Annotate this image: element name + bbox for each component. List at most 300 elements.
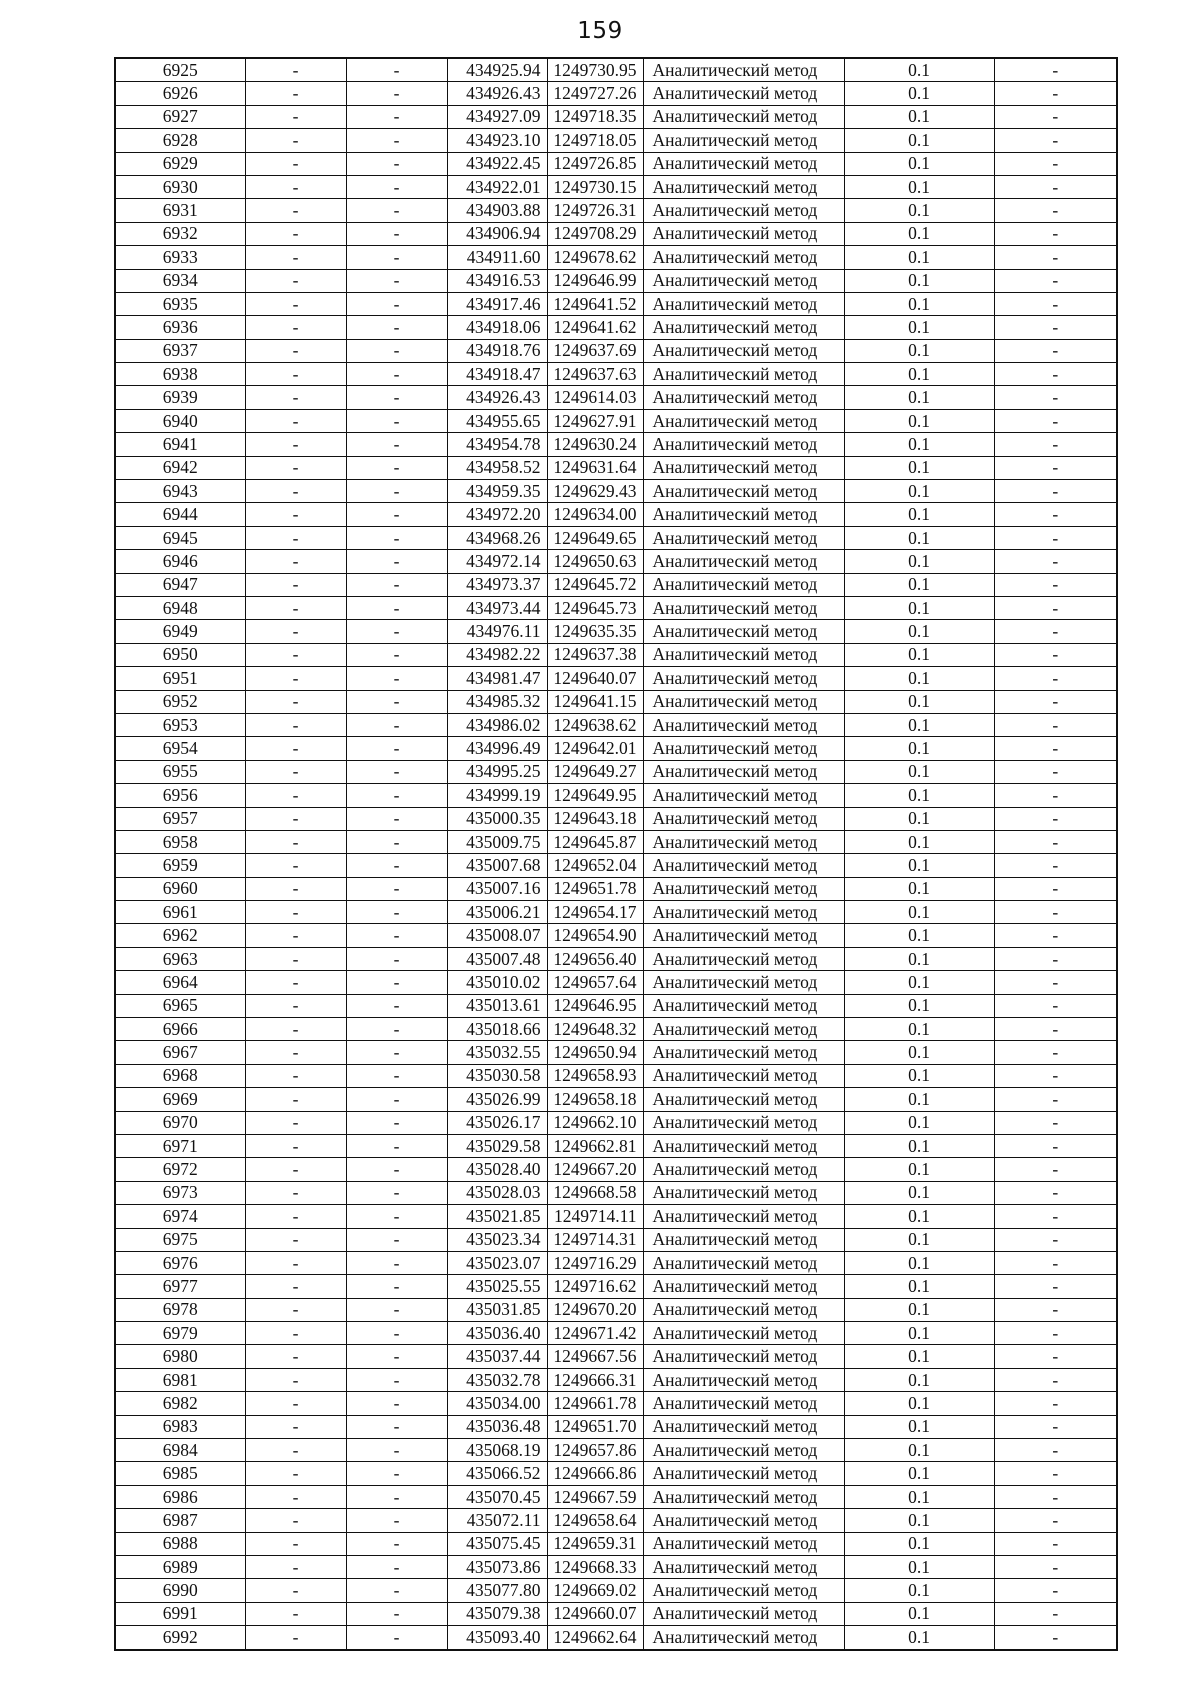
accuracy: 0.1 [844,643,994,666]
accuracy: 0.1 [844,1392,994,1415]
empty-cell: - [346,690,447,713]
empty-cell: - [994,503,1117,526]
empty-cell: - [994,339,1117,362]
empty-cell: - [994,784,1117,807]
table-row [115,339,1117,362]
empty-cell: - [245,1345,346,1368]
empty-cell: - [994,82,1117,105]
table-body [115,58,1117,1650]
empty-cell: - [994,1088,1117,1111]
empty-cell: - [245,480,346,503]
empty-cell: - [245,877,346,900]
y-coordinate: 1249716.29 [547,1251,643,1274]
empty-cell: - [346,1158,447,1181]
table-row [115,1392,1117,1415]
empty-cell: - [245,760,346,783]
empty-cell: - [245,409,346,432]
x-coordinate: 434976.11 [447,620,547,643]
y-coordinate: 1249662.64 [547,1626,643,1650]
y-coordinate: 1249642.01 [547,737,643,760]
accuracy: 0.1 [844,713,994,736]
accuracy: 0.1 [844,1626,994,1650]
accuracy: 0.1 [844,620,994,643]
x-coordinate: 435037.44 [447,1345,547,1368]
y-coordinate: 1249658.18 [547,1088,643,1111]
empty-cell: - [994,409,1117,432]
point-number: 6991 [115,1602,245,1625]
table-row [115,1345,1117,1368]
table-row [115,433,1117,456]
method: Аналитический метод [643,1368,844,1391]
y-coordinate: 1249651.70 [547,1415,643,1438]
point-number: 6981 [115,1368,245,1391]
accuracy: 0.1 [844,1205,994,1228]
empty-cell: - [346,199,447,222]
x-coordinate: 434996.49 [447,737,547,760]
accuracy: 0.1 [844,1602,994,1625]
empty-cell: - [346,409,447,432]
method: Аналитический метод [643,409,844,432]
method: Аналитический метод [643,1205,844,1228]
method: Аналитический метод [643,1088,844,1111]
empty-cell: - [245,1275,346,1298]
empty-cell: - [994,901,1117,924]
table-row [115,1602,1117,1625]
point-number: 6969 [115,1088,245,1111]
table-row [115,199,1117,222]
method: Аналитический метод [643,503,844,526]
y-coordinate: 1249649.95 [547,784,643,807]
empty-cell: - [245,924,346,947]
method: Аналитический метод [643,456,844,479]
point-number: 6984 [115,1439,245,1462]
table-row [115,1134,1117,1157]
y-coordinate: 1249645.72 [547,573,643,596]
y-coordinate: 1249649.27 [547,760,643,783]
empty-cell: - [346,339,447,362]
empty-cell: - [994,1322,1117,1345]
method: Аналитический метод [643,877,844,900]
empty-cell: - [245,1602,346,1625]
method: Аналитический метод [643,1298,844,1321]
accuracy: 0.1 [844,667,994,690]
point-number: 6952 [115,690,245,713]
table-row [115,1041,1117,1064]
method: Аналитический метод [643,1345,844,1368]
x-coordinate: 434918.76 [447,339,547,362]
accuracy: 0.1 [844,526,994,549]
x-coordinate: 435018.66 [447,1018,547,1041]
x-coordinate: 434972.14 [447,550,547,573]
method: Аналитический метод [643,784,844,807]
x-coordinate: 434922.45 [447,152,547,175]
empty-cell: - [346,1275,447,1298]
x-coordinate: 434916.53 [447,269,547,292]
y-coordinate: 1249631.64 [547,456,643,479]
page-number: 159 [577,18,623,44]
method: Аналитический метод [643,947,844,970]
table-row [115,1064,1117,1087]
point-number: 6977 [115,1275,245,1298]
method: Аналитический метод [643,386,844,409]
point-number: 6939 [115,386,245,409]
empty-cell: - [245,971,346,994]
empty-cell: - [994,433,1117,456]
accuracy: 0.1 [844,292,994,315]
empty-cell: - [245,901,346,924]
x-coordinate: 434981.47 [447,667,547,690]
point-number: 6957 [115,807,245,830]
y-coordinate: 1249649.65 [547,526,643,549]
table-row [115,316,1117,339]
y-coordinate: 1249641.15 [547,690,643,713]
point-number: 6986 [115,1485,245,1508]
point-number: 6948 [115,596,245,619]
point-number: 6990 [115,1579,245,1602]
y-coordinate: 1249667.56 [547,1345,643,1368]
accuracy: 0.1 [844,222,994,245]
accuracy: 0.1 [844,246,994,269]
x-coordinate: 434973.44 [447,596,547,619]
empty-cell: - [346,713,447,736]
empty-cell: - [994,830,1117,853]
x-coordinate: 435034.00 [447,1392,547,1415]
method: Аналитический метод [643,1626,844,1650]
accuracy: 0.1 [844,1556,994,1579]
method: Аналитический метод [643,620,844,643]
x-coordinate: 435000.35 [447,807,547,830]
accuracy: 0.1 [844,737,994,760]
empty-cell: - [245,994,346,1017]
table-row [115,1088,1117,1111]
empty-cell: - [994,1439,1117,1462]
empty-cell: - [994,363,1117,386]
empty-cell: - [245,82,346,105]
x-coordinate: 434986.02 [447,713,547,736]
accuracy: 0.1 [844,1532,994,1555]
empty-cell: - [245,1509,346,1532]
x-coordinate: 434955.65 [447,409,547,432]
method: Аналитический метод [643,901,844,924]
y-coordinate: 1249654.90 [547,924,643,947]
accuracy: 0.1 [844,58,994,82]
empty-cell: - [245,1251,346,1274]
empty-cell: - [346,526,447,549]
method: Аналитический метод [643,222,844,245]
accuracy: 0.1 [844,409,994,432]
x-coordinate: 434922.01 [447,175,547,198]
x-coordinate: 434968.26 [447,526,547,549]
x-coordinate: 434926.43 [447,82,547,105]
method: Аналитический метод [643,994,844,1017]
accuracy: 0.1 [844,129,994,152]
table-row [115,620,1117,643]
accuracy: 0.1 [844,1275,994,1298]
y-coordinate: 1249670.20 [547,1298,643,1321]
point-number: 6940 [115,409,245,432]
empty-cell: - [994,1415,1117,1438]
empty-cell: - [994,760,1117,783]
method: Аналитический метод [643,1532,844,1555]
x-coordinate: 435028.03 [447,1181,547,1204]
accuracy: 0.1 [844,1088,994,1111]
y-coordinate: 1249662.10 [547,1111,643,1134]
table-row [115,129,1117,152]
y-coordinate: 1249718.35 [547,105,643,128]
point-number: 6966 [115,1018,245,1041]
point-number: 6965 [115,994,245,1017]
point-number: 6944 [115,503,245,526]
empty-cell: - [346,667,447,690]
table-row [115,1415,1117,1438]
accuracy: 0.1 [844,550,994,573]
empty-cell: - [346,1251,447,1274]
point-number: 6935 [115,292,245,315]
method: Аналитический метод [643,58,844,82]
table-row [115,760,1117,783]
table-row [115,82,1117,105]
table-row [115,1532,1117,1555]
empty-cell: - [994,526,1117,549]
x-coordinate: 435023.07 [447,1251,547,1274]
y-coordinate: 1249659.31 [547,1532,643,1555]
method: Аналитический метод [643,82,844,105]
point-number: 6934 [115,269,245,292]
empty-cell: - [245,1134,346,1157]
x-coordinate: 435070.45 [447,1485,547,1508]
point-number: 6972 [115,1158,245,1181]
point-number: 6953 [115,713,245,736]
method: Аналитический метод [643,1509,844,1532]
empty-cell: - [346,877,447,900]
empty-cell: - [346,152,447,175]
empty-cell: - [346,854,447,877]
accuracy: 0.1 [844,456,994,479]
method: Аналитический метод [643,1251,844,1274]
y-coordinate: 1249657.86 [547,1439,643,1462]
method: Аналитический метод [643,1602,844,1625]
method: Аналитический метод [643,1134,844,1157]
method: Аналитический метод [643,924,844,947]
empty-cell: - [346,503,447,526]
method: Аналитический метод [643,1228,844,1251]
point-number: 6982 [115,1392,245,1415]
empty-cell: - [994,199,1117,222]
table-row [115,877,1117,900]
empty-cell: - [994,690,1117,713]
x-coordinate: 434958.52 [447,456,547,479]
empty-cell: - [994,1158,1117,1181]
empty-cell: - [994,1556,1117,1579]
empty-cell: - [994,1532,1117,1555]
y-coordinate: 1249726.31 [547,199,643,222]
y-coordinate: 1249658.93 [547,1064,643,1087]
accuracy: 0.1 [844,175,994,198]
empty-cell: - [245,573,346,596]
table-row [115,1018,1117,1041]
y-coordinate: 1249726.85 [547,152,643,175]
empty-cell: - [245,1556,346,1579]
point-number: 6960 [115,877,245,900]
x-coordinate: 434917.46 [447,292,547,315]
empty-cell: - [346,1064,447,1087]
table-row [115,1298,1117,1321]
method: Аналитический метод [643,292,844,315]
table-row [115,1322,1117,1345]
empty-cell: - [346,292,447,315]
x-coordinate: 435026.99 [447,1088,547,1111]
accuracy: 0.1 [844,1158,994,1181]
point-number: 6963 [115,947,245,970]
accuracy: 0.1 [844,339,994,362]
empty-cell: - [994,1041,1117,1064]
empty-cell: - [346,924,447,947]
y-coordinate: 1249648.32 [547,1018,643,1041]
point-number: 6928 [115,129,245,152]
table-row [115,222,1117,245]
y-coordinate: 1249634.00 [547,503,643,526]
accuracy: 0.1 [844,316,994,339]
table-row [115,830,1117,853]
accuracy: 0.1 [844,503,994,526]
point-number: 6970 [115,1111,245,1134]
method: Аналитический метод [643,526,844,549]
empty-cell: - [346,1532,447,1555]
table-row [115,1579,1117,1602]
accuracy: 0.1 [844,690,994,713]
empty-cell: - [346,1322,447,1345]
y-coordinate: 1249716.62 [547,1275,643,1298]
y-coordinate: 1249730.15 [547,175,643,198]
empty-cell: - [994,1462,1117,1485]
empty-cell: - [994,480,1117,503]
accuracy: 0.1 [844,573,994,596]
method: Аналитический метод [643,246,844,269]
empty-cell: - [245,713,346,736]
empty-cell: - [245,222,346,245]
method: Аналитический метод [643,830,844,853]
y-coordinate: 1249714.31 [547,1228,643,1251]
y-coordinate: 1249627.91 [547,409,643,432]
accuracy: 0.1 [844,1298,994,1321]
point-number: 6959 [115,854,245,877]
empty-cell: - [245,152,346,175]
empty-cell: - [245,854,346,877]
point-number: 6968 [115,1064,245,1087]
empty-cell: - [994,994,1117,1017]
empty-cell: - [245,339,346,362]
empty-cell: - [994,456,1117,479]
empty-cell: - [994,620,1117,643]
y-coordinate: 1249678.62 [547,246,643,269]
point-number: 6943 [115,480,245,503]
y-coordinate: 1249629.43 [547,480,643,503]
empty-cell: - [346,1439,447,1462]
point-number: 6930 [115,175,245,198]
point-number: 6971 [115,1134,245,1157]
empty-cell: - [994,550,1117,573]
accuracy: 0.1 [844,1181,994,1204]
accuracy: 0.1 [844,1509,994,1532]
accuracy: 0.1 [844,105,994,128]
y-coordinate: 1249656.40 [547,947,643,970]
y-coordinate: 1249667.59 [547,1485,643,1508]
empty-cell: - [346,620,447,643]
y-coordinate: 1249667.20 [547,1158,643,1181]
y-coordinate: 1249641.62 [547,316,643,339]
empty-cell: - [245,433,346,456]
point-number: 6980 [115,1345,245,1368]
empty-cell: - [994,292,1117,315]
y-coordinate: 1249645.73 [547,596,643,619]
point-number: 6974 [115,1205,245,1228]
table-row [115,175,1117,198]
empty-cell: - [994,1298,1117,1321]
y-coordinate: 1249660.07 [547,1602,643,1625]
table-row [115,1158,1117,1181]
x-coordinate: 435007.48 [447,947,547,970]
accuracy: 0.1 [844,784,994,807]
method: Аналитический метод [643,971,844,994]
table-row [115,667,1117,690]
empty-cell: - [245,830,346,853]
x-coordinate: 435009.75 [447,830,547,853]
method: Аналитический метод [643,737,844,760]
accuracy: 0.1 [844,1439,994,1462]
empty-cell: - [245,667,346,690]
accuracy: 0.1 [844,760,994,783]
table-row [115,409,1117,432]
empty-cell: - [245,1485,346,1508]
empty-cell: - [346,386,447,409]
empty-cell: - [994,643,1117,666]
empty-cell: - [346,363,447,386]
point-number: 6976 [115,1251,245,1274]
table-row [115,1205,1117,1228]
y-coordinate: 1249638.62 [547,713,643,736]
accuracy: 0.1 [844,1228,994,1251]
empty-cell: - [346,971,447,994]
x-coordinate: 434923.10 [447,129,547,152]
empty-cell: - [994,854,1117,877]
point-number: 6951 [115,667,245,690]
y-coordinate: 1249637.38 [547,643,643,666]
empty-cell: - [245,1158,346,1181]
empty-cell: - [994,246,1117,269]
empty-cell: - [245,386,346,409]
table-row [115,737,1117,760]
x-coordinate: 434918.06 [447,316,547,339]
empty-cell: - [346,222,447,245]
empty-cell: - [994,596,1117,619]
accuracy: 0.1 [844,596,994,619]
x-coordinate: 435028.40 [447,1158,547,1181]
y-coordinate: 1249630.24 [547,433,643,456]
point-number: 6947 [115,573,245,596]
empty-cell: - [994,316,1117,339]
accuracy: 0.1 [844,1368,994,1391]
x-coordinate: 435073.86 [447,1556,547,1579]
empty-cell: - [346,784,447,807]
table-row [115,1275,1117,1298]
empty-cell: - [245,690,346,713]
x-coordinate: 435036.48 [447,1415,547,1438]
table-row [115,1111,1117,1134]
empty-cell: - [994,1181,1117,1204]
empty-cell: - [994,1228,1117,1251]
empty-cell: - [346,105,447,128]
table-row [115,1368,1117,1391]
